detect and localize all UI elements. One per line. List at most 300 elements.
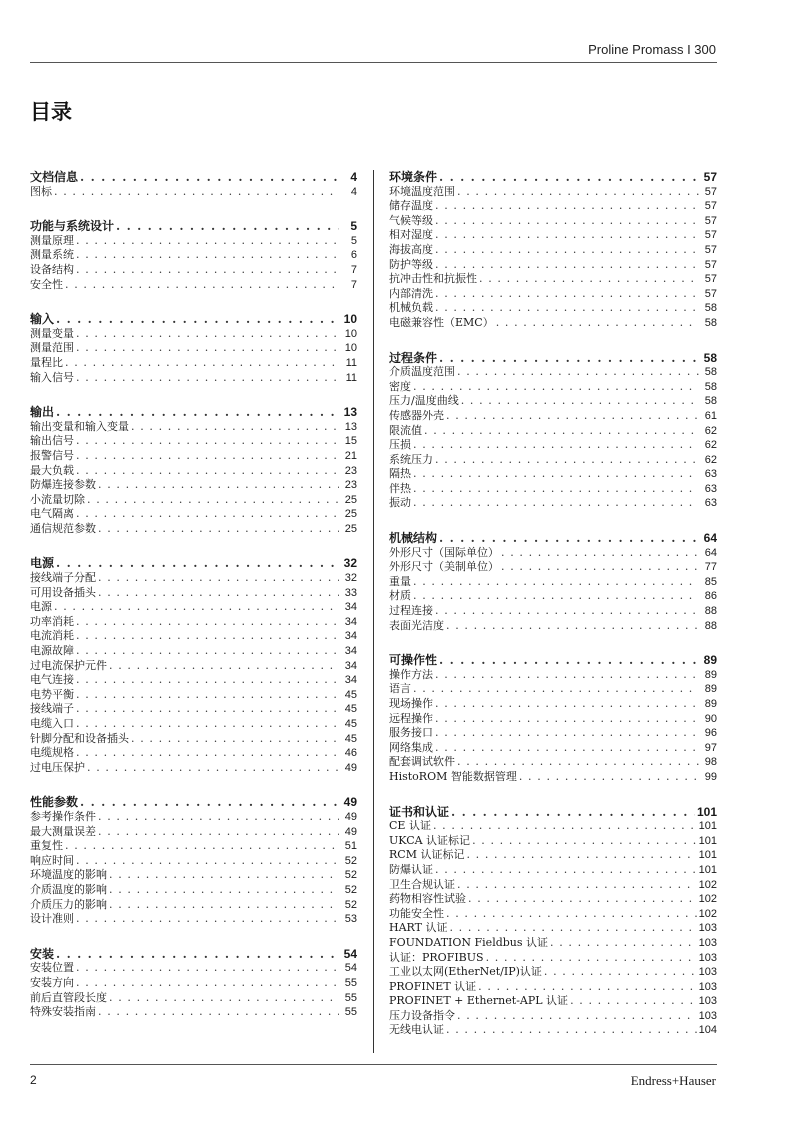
dot-leader bbox=[413, 380, 699, 395]
toc-entry-page: 49 bbox=[344, 810, 357, 823]
toc-entry-label: 介质压力的影响 bbox=[30, 897, 107, 911]
toc-entry-label: 储存温度 bbox=[389, 199, 433, 213]
toc-entry[interactable] bbox=[389, 834, 717, 849]
dot-leader bbox=[76, 644, 339, 659]
toc-entry[interactable] bbox=[30, 600, 357, 615]
toc-entry-page: 101 bbox=[698, 849, 717, 862]
toc-entry-label: UKCA 认证标记 bbox=[389, 833, 471, 847]
toc-entry[interactable] bbox=[30, 493, 357, 508]
toc-entry[interactable] bbox=[30, 673, 357, 688]
toc-entry[interactable] bbox=[389, 907, 717, 922]
toc-entry[interactable] bbox=[30, 1005, 357, 1020]
toc-entry[interactable] bbox=[389, 467, 717, 482]
toc-entry[interactable] bbox=[389, 546, 717, 561]
toc-entry[interactable] bbox=[389, 365, 717, 380]
toc-entry[interactable] bbox=[389, 589, 717, 604]
page-title: 目录 bbox=[30, 100, 72, 124]
toc-entry-page: 23 bbox=[344, 479, 357, 492]
dot-leader bbox=[56, 312, 339, 327]
toc-entry[interactable] bbox=[389, 726, 717, 741]
toc-entry-label: 功能安全性 bbox=[389, 906, 444, 920]
toc-entry-label: 防爆认证 bbox=[389, 862, 433, 876]
toc-entry-page: 34 bbox=[344, 615, 357, 628]
toc-entry-page: 57 bbox=[704, 258, 717, 271]
toc-entry[interactable] bbox=[389, 199, 717, 214]
toc-entry[interactable] bbox=[30, 420, 357, 435]
toc-entry-label: HART 认证 bbox=[389, 921, 448, 935]
toc-entry-page: 103 bbox=[698, 995, 717, 1008]
dot-leader bbox=[435, 741, 699, 756]
toc-entry[interactable] bbox=[30, 991, 357, 1006]
toc-entry-label: 测量原理 bbox=[30, 233, 74, 247]
toc-entry-label: 接线端子 bbox=[30, 702, 74, 716]
toc-entry[interactable] bbox=[389, 994, 717, 1009]
dot-leader bbox=[76, 449, 339, 464]
toc-entry[interactable] bbox=[389, 1023, 717, 1038]
toc-entry-label: 测量变量 bbox=[30, 326, 74, 340]
toc-entry-label: HistoROM 智能数据管理 bbox=[389, 769, 517, 783]
toc-entry[interactable] bbox=[389, 965, 717, 980]
dot-leader bbox=[435, 668, 699, 683]
toc-entry-page: 86 bbox=[704, 590, 717, 603]
dot-leader bbox=[457, 365, 699, 380]
toc-entry-label: 系统压力 bbox=[389, 452, 433, 466]
toc-entry[interactable] bbox=[389, 287, 717, 302]
dot-leader bbox=[76, 961, 339, 976]
toc-entry[interactable] bbox=[30, 615, 357, 630]
header-rule bbox=[30, 62, 717, 63]
toc-entry-page: 7 bbox=[350, 263, 357, 276]
toc-entry[interactable] bbox=[30, 263, 357, 278]
toc-section-heading-label: 证书和认证 bbox=[389, 804, 450, 819]
toc-entry[interactable] bbox=[30, 571, 357, 586]
toc-section-heading[interactable] bbox=[389, 531, 717, 546]
toc-entry-page: 13 bbox=[344, 420, 357, 433]
toc-entry-label: 振动 bbox=[389, 496, 411, 510]
toc-entry-page: 61 bbox=[704, 409, 717, 422]
toc-entry[interactable] bbox=[389, 755, 717, 770]
toc-entry[interactable] bbox=[389, 604, 717, 619]
toc-entry-page: 6 bbox=[350, 249, 357, 262]
toc-entry[interactable] bbox=[30, 839, 357, 854]
toc-entry-page: 57 bbox=[704, 273, 717, 286]
dot-leader bbox=[98, 586, 339, 601]
toc-entry-page: 52 bbox=[344, 883, 357, 896]
toc-entry[interactable] bbox=[30, 644, 357, 659]
toc-entry-page: 58 bbox=[704, 366, 717, 379]
dot-leader bbox=[76, 327, 339, 342]
toc-entry[interactable] bbox=[389, 301, 717, 316]
dot-leader bbox=[570, 994, 697, 1009]
toc-entry[interactable] bbox=[389, 1009, 717, 1024]
toc-section bbox=[30, 947, 357, 1020]
toc-entry[interactable] bbox=[389, 848, 717, 863]
toc-entry-label: 传感器外壳 bbox=[389, 408, 444, 422]
toc-entry[interactable] bbox=[389, 394, 717, 409]
toc-section bbox=[389, 170, 717, 331]
toc-entry-page: 33 bbox=[344, 586, 357, 599]
toc-entry-label: 卫生合规认证 bbox=[389, 877, 455, 891]
document-header-title: Proline Promass I 300 bbox=[588, 42, 716, 57]
toc-entry[interactable] bbox=[389, 921, 717, 936]
toc-entry[interactable] bbox=[30, 898, 357, 913]
toc-entry-label: 测量系统 bbox=[30, 248, 74, 262]
toc-entry-label: 重量 bbox=[389, 574, 411, 588]
toc-entry-page: 62 bbox=[704, 453, 717, 466]
dot-leader bbox=[76, 464, 339, 479]
toc-entry-label: 电源 bbox=[30, 600, 52, 614]
toc-entry-page: 62 bbox=[704, 424, 717, 437]
toc-entry[interactable] bbox=[389, 272, 717, 287]
toc-entry[interactable] bbox=[389, 316, 717, 331]
toc-entry-label: 伴热 bbox=[389, 481, 411, 495]
toc-entry-label: 压损 bbox=[389, 438, 411, 452]
dot-leader bbox=[435, 301, 699, 316]
toc-entry-page: 62 bbox=[704, 439, 717, 452]
dot-leader bbox=[65, 839, 339, 854]
toc-entry-label: 抗冲击性和抗振性 bbox=[389, 272, 477, 286]
toc-entry[interactable] bbox=[389, 951, 717, 966]
toc-entry[interactable] bbox=[389, 668, 717, 683]
toc-entry-label: 过电压保护 bbox=[30, 760, 85, 774]
dot-leader bbox=[446, 1023, 697, 1038]
toc-entry-label: 功率消耗 bbox=[30, 614, 74, 628]
toc-section bbox=[30, 312, 357, 385]
toc-entry[interactable] bbox=[389, 892, 717, 907]
dot-leader bbox=[446, 409, 699, 424]
toc-entry[interactable] bbox=[389, 575, 717, 590]
dot-leader bbox=[76, 717, 339, 732]
toc-section-heading[interactable] bbox=[30, 312, 357, 327]
toc-entry[interactable] bbox=[389, 770, 717, 785]
toc-entry-page: 103 bbox=[698, 966, 717, 979]
toc-section-heading[interactable] bbox=[30, 556, 357, 571]
dot-leader bbox=[98, 810, 339, 825]
toc-entry-page: 34 bbox=[344, 659, 357, 672]
toc-entry-page: 101 bbox=[698, 820, 717, 833]
toc-entry[interactable] bbox=[30, 371, 357, 386]
toc-entry[interactable] bbox=[389, 819, 717, 834]
dot-leader bbox=[413, 496, 699, 511]
toc-entry-label: PROFINET + Ethernet-APL 认证 bbox=[389, 994, 569, 1008]
toc-entry-page: 102 bbox=[698, 878, 717, 891]
dot-leader bbox=[98, 825, 339, 840]
dot-leader bbox=[413, 589, 699, 604]
dot-leader bbox=[76, 371, 339, 386]
toc-entry-label: 气候等级 bbox=[389, 213, 433, 227]
toc-entry-page: 102 bbox=[698, 893, 717, 906]
toc-entry-page: 63 bbox=[704, 468, 717, 481]
toc-entry-label: 相对湿度 bbox=[389, 228, 433, 242]
toc-entry-page: 57 bbox=[704, 229, 717, 242]
toc-entry-label: 电源故障 bbox=[30, 644, 74, 658]
toc-entry-label: 通信规范参数 bbox=[30, 521, 96, 535]
toc-entry[interactable] bbox=[30, 702, 357, 717]
dot-leader bbox=[76, 673, 339, 688]
toc-entry[interactable] bbox=[389, 741, 717, 756]
toc-entry-page: 25 bbox=[344, 493, 357, 506]
toc-section bbox=[30, 556, 357, 775]
toc-entry[interactable] bbox=[30, 356, 357, 371]
toc-entry-label: 电气连接 bbox=[30, 673, 74, 687]
toc-section-heading-page: 10 bbox=[343, 312, 357, 327]
toc-section-heading[interactable] bbox=[30, 947, 357, 962]
toc-entry[interactable] bbox=[30, 961, 357, 976]
dot-leader bbox=[56, 405, 339, 420]
toc-entry-page: 32 bbox=[344, 572, 357, 585]
dot-leader bbox=[98, 1005, 339, 1020]
toc-entry[interactable] bbox=[389, 409, 717, 424]
toc-entry-page: 51 bbox=[344, 840, 357, 853]
toc-entry[interactable] bbox=[30, 248, 357, 263]
toc-entry-label: 外形尺寸（美制单位） bbox=[389, 560, 499, 574]
toc-entry[interactable] bbox=[30, 810, 357, 825]
toc-entry-page: 88 bbox=[704, 605, 717, 618]
toc-entry-label: 设备结构 bbox=[30, 262, 74, 276]
toc-section-heading-label: 输出 bbox=[30, 405, 55, 420]
toc-entry-label: 防爆连接参数 bbox=[30, 478, 96, 492]
dot-leader bbox=[496, 316, 699, 331]
toc-section-heading[interactable] bbox=[30, 219, 357, 234]
dot-leader bbox=[413, 438, 699, 453]
dot-leader bbox=[451, 805, 695, 820]
toc-entry[interactable] bbox=[30, 278, 357, 293]
dot-leader bbox=[109, 883, 339, 898]
toc-entry-page: 64 bbox=[704, 546, 717, 559]
toc-entry[interactable] bbox=[30, 746, 357, 761]
toc-entry[interactable] bbox=[389, 496, 717, 511]
column-divider bbox=[373, 170, 374, 1053]
toc-entry-page: 15 bbox=[344, 435, 357, 448]
toc-entry[interactable] bbox=[30, 586, 357, 601]
dot-leader bbox=[131, 732, 339, 747]
toc-entry-page: 49 bbox=[344, 825, 357, 838]
dot-leader bbox=[501, 560, 699, 575]
toc-entry-label: 无线电认证 bbox=[389, 1023, 444, 1037]
toc-entry-label: 接线端子分配 bbox=[30, 571, 96, 585]
toc-entry[interactable] bbox=[389, 185, 717, 200]
toc-entry[interactable] bbox=[389, 682, 717, 697]
toc-entry-label: 介质温度的影响 bbox=[30, 882, 107, 896]
toc-entry[interactable] bbox=[30, 522, 357, 537]
dot-leader bbox=[439, 170, 699, 185]
toc-entry[interactable] bbox=[389, 380, 717, 395]
toc-section bbox=[389, 351, 717, 512]
toc-entry[interactable] bbox=[30, 659, 357, 674]
dot-leader bbox=[413, 575, 699, 590]
dot-leader bbox=[424, 424, 699, 439]
dot-leader bbox=[457, 878, 697, 893]
dot-leader bbox=[457, 185, 699, 200]
toc-entry-page: 57 bbox=[704, 185, 717, 198]
toc-entry[interactable] bbox=[30, 507, 357, 522]
dot-leader bbox=[65, 278, 339, 293]
toc-entry-label: 参考操作条件 bbox=[30, 809, 96, 823]
toc-entry-label: 过电流保护元件 bbox=[30, 658, 107, 672]
toc-entry-label: 设计准则 bbox=[30, 912, 74, 926]
toc-section bbox=[30, 405, 357, 536]
toc-entry[interactable] bbox=[389, 424, 717, 439]
toc-entry-page: 97 bbox=[704, 741, 717, 754]
dot-leader bbox=[439, 531, 699, 546]
dot-leader bbox=[76, 248, 339, 263]
toc-entry[interactable] bbox=[389, 980, 717, 995]
toc-entry-label: 输出信号 bbox=[30, 434, 74, 448]
dot-leader bbox=[131, 420, 339, 435]
toc-entry[interactable] bbox=[30, 449, 357, 464]
toc-entry-page: 45 bbox=[344, 732, 357, 745]
dot-leader bbox=[413, 467, 699, 482]
toc-entry-label: 网络集成 bbox=[389, 740, 433, 754]
toc-section-heading-page: 64 bbox=[703, 531, 717, 546]
footer-brand: Endress+Hauser bbox=[630, 1073, 716, 1088]
dot-leader bbox=[439, 653, 699, 668]
toc-entry-label: 电缆入口 bbox=[30, 717, 74, 730]
toc-entry[interactable] bbox=[389, 228, 717, 243]
toc-section-heading-label: 输入 bbox=[30, 312, 55, 327]
toc-entry-label: 过程连接 bbox=[389, 604, 433, 618]
dot-leader bbox=[109, 868, 339, 883]
toc-entry-label: 安全性 bbox=[30, 277, 63, 291]
toc-entry[interactable] bbox=[30, 868, 357, 883]
toc-entry[interactable] bbox=[389, 243, 717, 258]
toc-entry-label: 操作方法 bbox=[389, 667, 433, 681]
toc-entry-page: 90 bbox=[704, 712, 717, 725]
toc-entry-page: 45 bbox=[344, 718, 357, 730]
toc-entry[interactable] bbox=[389, 214, 717, 229]
toc-entry-page: 103 bbox=[698, 951, 717, 964]
toc-entry[interactable] bbox=[30, 854, 357, 869]
toc-entry[interactable] bbox=[389, 560, 717, 575]
dot-leader bbox=[76, 629, 339, 644]
dot-leader bbox=[544, 965, 697, 980]
dot-leader bbox=[449, 921, 696, 936]
toc-entry[interactable] bbox=[389, 863, 717, 878]
toc-entry-page: 103 bbox=[698, 922, 717, 935]
toc-entry[interactable] bbox=[389, 697, 717, 712]
toc-section-heading[interactable] bbox=[30, 170, 357, 185]
toc-entry-label: 安装方向 bbox=[30, 975, 74, 989]
toc-entry-label: 外形尺寸（国际单位） bbox=[389, 545, 499, 559]
dot-leader bbox=[76, 976, 339, 991]
toc-entry[interactable] bbox=[389, 258, 717, 273]
toc-entry-label: 环境温度的影响 bbox=[30, 868, 107, 882]
toc-entry-page: 104 bbox=[698, 1024, 717, 1037]
toc-entry[interactable] bbox=[30, 234, 357, 249]
toc-section-heading-label: 安装 bbox=[30, 946, 55, 961]
toc-entry[interactable] bbox=[30, 717, 357, 732]
toc-entry-label: 现场操作 bbox=[389, 697, 433, 710]
toc-entry-page: 11 bbox=[345, 371, 357, 384]
toc-entry[interactable] bbox=[389, 453, 717, 468]
dot-leader bbox=[98, 478, 339, 493]
dot-leader bbox=[468, 892, 697, 907]
toc-section-heading[interactable] bbox=[389, 805, 717, 820]
toc-entry-page: 89 bbox=[704, 683, 717, 696]
toc-entry[interactable] bbox=[30, 185, 357, 200]
footer-page-number: 2 bbox=[30, 1073, 37, 1087]
toc-entry-page: 53 bbox=[344, 913, 357, 926]
toc-entry[interactable] bbox=[30, 464, 357, 479]
toc-section bbox=[30, 219, 357, 292]
toc-entry-page: 58 bbox=[704, 395, 717, 408]
toc-right-column bbox=[389, 170, 717, 1058]
toc-entry[interactable] bbox=[389, 936, 717, 951]
toc-entry-page: 52 bbox=[344, 869, 357, 882]
toc-entry-label: 隔热 bbox=[389, 467, 411, 481]
toc-entry-label: 小流量切除 bbox=[30, 492, 85, 506]
toc-entry[interactable] bbox=[30, 976, 357, 991]
toc-entry[interactable] bbox=[30, 341, 357, 356]
toc-entry[interactable] bbox=[389, 712, 717, 727]
toc-entry-label: 压力/温度曲线 bbox=[389, 394, 459, 408]
toc-entry[interactable] bbox=[30, 732, 357, 747]
toc-entry-page: 23 bbox=[344, 464, 357, 477]
toc-entry-label: 防护等级 bbox=[389, 257, 433, 271]
toc-section-heading[interactable] bbox=[389, 351, 717, 366]
toc-entry[interactable] bbox=[30, 761, 357, 776]
toc-section-heading[interactable] bbox=[389, 653, 717, 668]
dot-leader bbox=[54, 600, 339, 615]
toc-entry[interactable] bbox=[30, 912, 357, 927]
toc-entry-label: 内部清洗 bbox=[389, 286, 433, 300]
toc-entry-page: 58 bbox=[704, 380, 717, 393]
toc-entry-page: 89 bbox=[704, 668, 717, 681]
toc-entry-page: 54 bbox=[344, 962, 357, 975]
toc-entry-page: 34 bbox=[344, 674, 357, 687]
dot-leader bbox=[435, 604, 699, 619]
dot-leader bbox=[435, 214, 699, 229]
toc-entry[interactable] bbox=[30, 825, 357, 840]
toc-entry[interactable] bbox=[389, 482, 717, 497]
toc-entry-page: 103 bbox=[698, 936, 717, 949]
toc-section-heading[interactable] bbox=[389, 170, 717, 185]
toc-entry-page: 46 bbox=[344, 747, 357, 760]
dot-leader bbox=[435, 258, 699, 273]
dot-leader bbox=[80, 795, 339, 810]
toc-entry[interactable] bbox=[389, 438, 717, 453]
toc-entry[interactable] bbox=[30, 883, 357, 898]
dot-leader bbox=[501, 546, 699, 561]
toc-entry[interactable] bbox=[30, 688, 357, 703]
dot-leader bbox=[98, 571, 339, 586]
toc-entry[interactable] bbox=[30, 629, 357, 644]
dot-leader bbox=[435, 287, 699, 302]
toc-section-heading[interactable] bbox=[30, 795, 357, 810]
dot-leader bbox=[109, 991, 339, 1006]
dot-leader bbox=[413, 682, 699, 697]
dot-leader bbox=[457, 755, 699, 770]
toc-entry-page: 21 bbox=[344, 449, 357, 462]
toc-section bbox=[389, 805, 717, 1039]
toc-entry-page: 25 bbox=[344, 522, 357, 535]
toc-entry[interactable] bbox=[30, 327, 357, 342]
toc-section-heading[interactable] bbox=[30, 405, 357, 420]
dot-leader bbox=[486, 951, 697, 966]
toc-section-heading-label: 电源 bbox=[30, 556, 55, 571]
toc-entry-label: 前后直管段长度 bbox=[30, 990, 107, 1004]
toc-left-column bbox=[30, 170, 357, 1040]
toc-entry-page: 102 bbox=[698, 907, 717, 920]
dot-leader bbox=[65, 356, 339, 371]
toc-entry[interactable] bbox=[30, 434, 357, 449]
toc-entry[interactable] bbox=[389, 878, 717, 893]
toc-section-heading-label: 性能参数 bbox=[30, 795, 79, 810]
toc-entry-page: 58 bbox=[704, 302, 717, 315]
toc-entry[interactable] bbox=[389, 619, 717, 634]
dot-leader bbox=[466, 848, 696, 863]
toc-entry[interactable] bbox=[30, 478, 357, 493]
